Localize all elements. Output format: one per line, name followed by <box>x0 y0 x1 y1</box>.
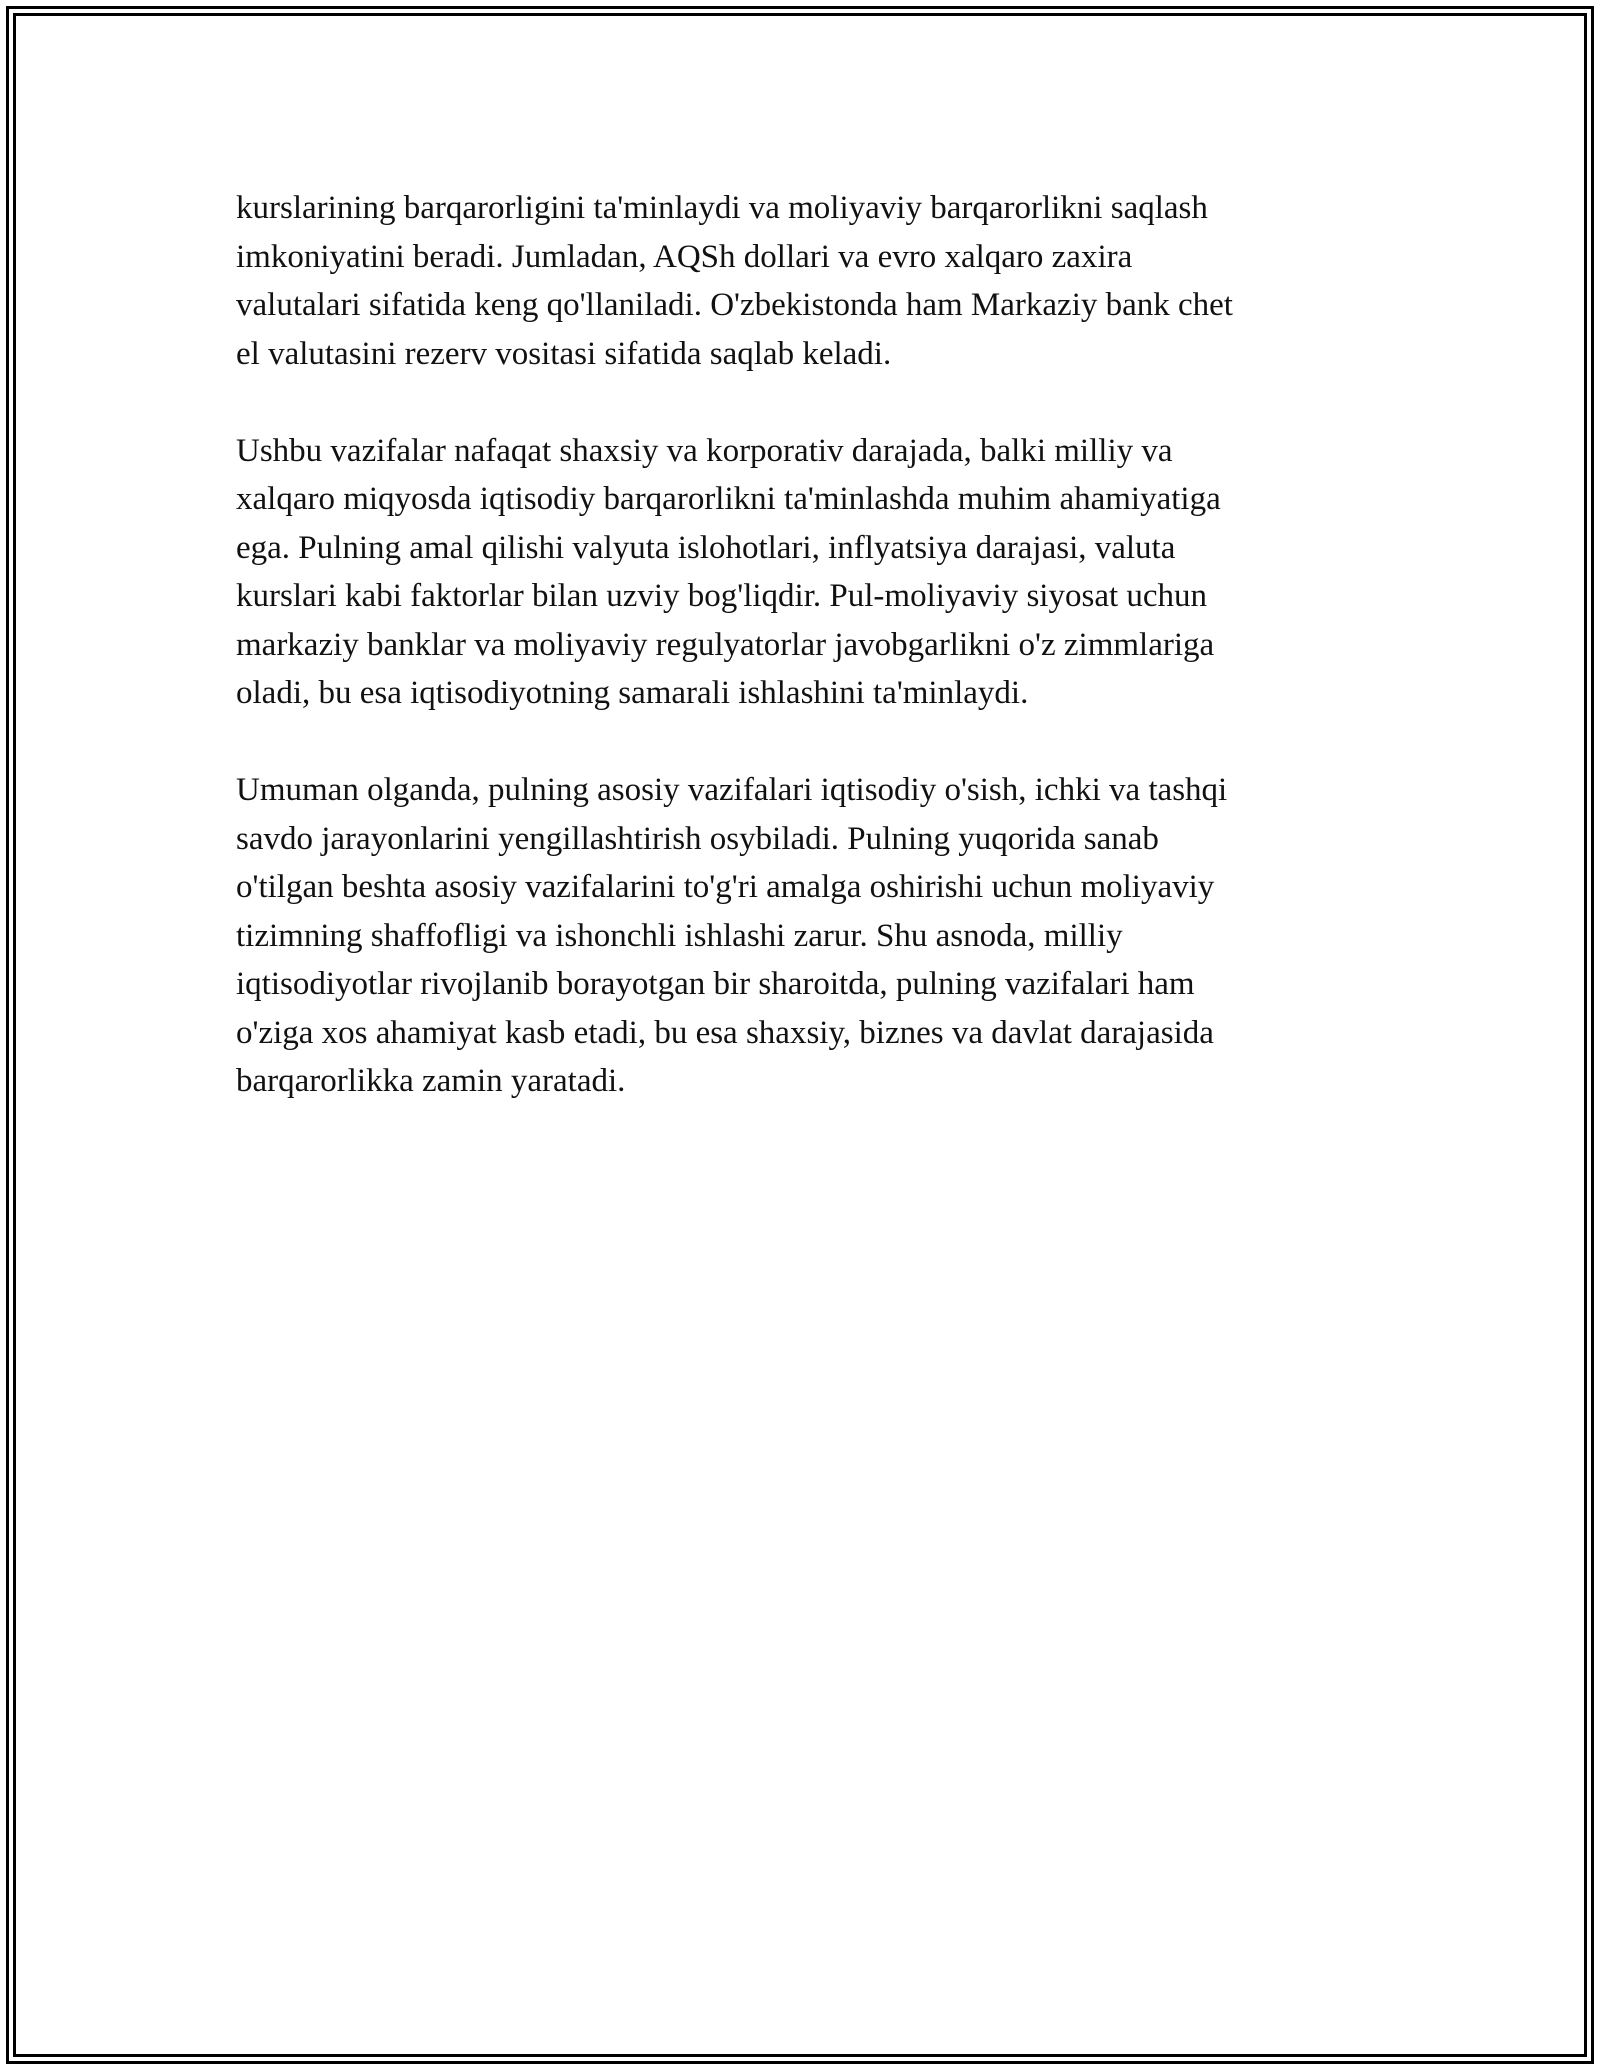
document-body <box>236 184 1366 1154</box>
paragraph-2 <box>236 427 1366 718</box>
text-line: markaziy banklar va moliyaviy regulyatorlar javobgarlikni o'z zimmlariga <box>236 626 1215 663</box>
text-line: o'tilgan beshta asosiy vazifalarini to'g'ri amalga oshirishi uchun moliyaviy <box>236 869 1215 905</box>
paragraph-1 <box>236 184 1366 378</box>
text-line: xalqaro miqyosda iqtisodiy barqarorlikni ta'minlashda muhim ahamiyatiga <box>236 481 1221 517</box>
paragraph-3 <box>236 766 1366 1106</box>
text-line: imkoniyatini beradi. Jumladan, AQSh dollari va evro xalqaro zaxira <box>236 238 1133 275</box>
text-line: kurslari kabi faktorlar bilan uzviy bog'liqdir. Pul-moliyaviy siyosat uchun <box>236 578 1208 614</box>
text-line: barqarorlikka zamin yaratadi. <box>236 1063 626 1099</box>
text-line: kurslarining barqarorligini ta'minlaydi va moliyaviy barqarorlikni saqlash <box>236 190 1208 226</box>
text-line: Umuman olganda, pulning asosiy vazifalari iqtisodiy o'sish, ichki va tashqi <box>236 772 1228 808</box>
text-line: Ushbu vazifalar nafaqat shaxsiy va korporativ darajada, balki milliy va <box>236 432 1173 469</box>
text-line: ega. Pulning amal qilishi valyuta islohotlari, inflyatsiya darajasi, valuta <box>236 529 1176 566</box>
text-line: o'ziga xos ahamiyat kasb etadi, bu esa shaxsiy, biznes va davlat darajasida <box>236 1014 1214 1051</box>
text-line: tizimning shaffofligi va ishonchli ishlashi zarur. Shu asnoda, milliy <box>236 917 1123 954</box>
text-line: iqtisodiyotlar rivojlanib borayotgan bir sharoitda, pulning vazifalari ham <box>236 966 1195 1002</box>
text-line: el valutasini rezerv vositasi sifatida saqlab keladi. <box>236 335 892 372</box>
text-line: valutalari sifatida keng qo'llaniladi. O'zbekistonda ham Markaziy bank chet <box>236 287 1233 323</box>
text-line: savdo jarayonlarini yengillashtirish osybiladi. Pulning yuqorida sanab <box>236 820 1159 857</box>
text-line: oladi, bu esa iqtisodiyotning samarali ishlashini ta'minlaydi. <box>236 675 1029 711</box>
